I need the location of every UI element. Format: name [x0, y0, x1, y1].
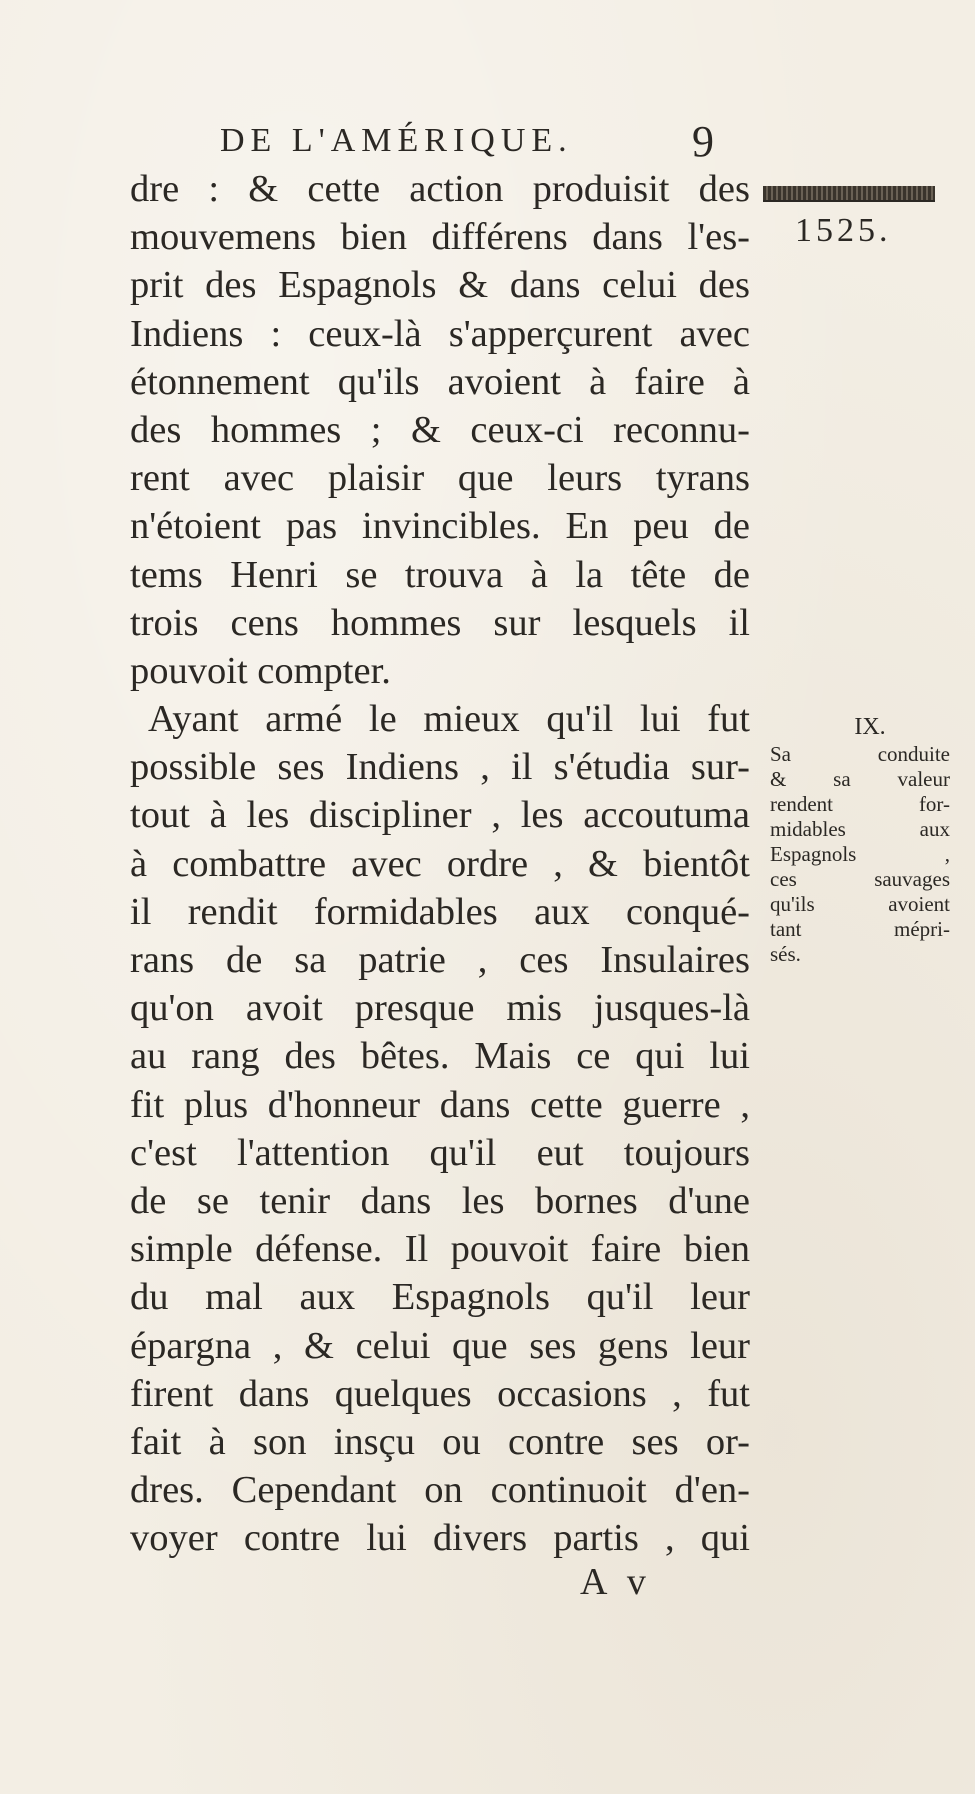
- text-line: tout à les discipliner , les accoutuma: [130, 794, 750, 837]
- text-line: à combattre avec ordre , & bientôt: [130, 842, 750, 885]
- sidenote-line: tant mépri-: [770, 917, 950, 941]
- text-line: épargna , & celui que ses gens leur: [130, 1324, 750, 1367]
- text-line: tems Henri se trouva à la tête de: [130, 553, 750, 596]
- text-line: étonnement qu'ils avoient à faire à: [130, 360, 750, 403]
- text-line: dre : & cette action produisit des: [130, 168, 750, 210]
- text-line: firent dans quelques occasions , fut: [130, 1372, 750, 1415]
- text-line: du mal aux Espagnols qu'il leur: [130, 1276, 750, 1319]
- text-line: prit des Espagnols & dans celui des: [130, 264, 750, 307]
- text-line: c'est l'attention qu'il eut toujours: [130, 1131, 750, 1174]
- sidenote-line: sés.: [770, 942, 801, 966]
- margin-sidenote: [770, 715, 950, 967]
- sidenote-line: & sa valeur: [770, 767, 950, 791]
- sidenote-number: IX.: [854, 714, 886, 740]
- text-line: rans de sa patrie , ces Insulaires: [130, 939, 750, 981]
- sidenote-line: Sa conduite: [770, 742, 950, 766]
- text-line: voyer contre lui divers partis , qui: [130, 1517, 750, 1560]
- text-line: possible ses Indiens , il s'étudia sur-: [130, 746, 750, 789]
- text-line: fait à son insçu ou contre ses or-: [130, 1420, 750, 1463]
- body-text: [130, 165, 750, 1562]
- sidenote-line: midables aux: [770, 817, 950, 841]
- text-line: rent avec plaisir que leurs tyrans: [130, 457, 750, 500]
- text-line: simple défense. Il pouvoit faire bien: [130, 1228, 750, 1271]
- margin-year: 1525.: [795, 212, 892, 249]
- margin-ornament-rule: [763, 186, 935, 202]
- text-line: des hommes ; & ceux-ci reconnu-: [130, 408, 750, 451]
- text-line: n'étoient pas invincibles. En peu de: [130, 505, 750, 548]
- text-line: mouvemens bien différens dans l'es-: [130, 216, 750, 259]
- text-line: qu'on avoit presque mis jusques-là: [130, 987, 750, 1030]
- text-line: il rendit formidables aux conqué-: [130, 890, 750, 933]
- text-line: pouvoit compter.: [130, 649, 391, 692]
- text-line: trois cens hommes sur lesquels il: [130, 601, 750, 644]
- sidenote-line: ces sauvages: [770, 867, 950, 891]
- text-line: au rang des bêtes. Mais ce qui lui: [130, 1035, 750, 1078]
- sidenote-line: rendent for-: [770, 792, 950, 816]
- text-line: fit plus d'honneur dans cette guerre ,: [130, 1083, 750, 1126]
- sidenote-line: Espagnols ,: [770, 842, 950, 866]
- text-line: de se tenir dans les bornes d'une: [130, 1179, 750, 1222]
- signature-mark: A v: [580, 1561, 652, 1603]
- running-head: DE L'AMÉRIQUE.: [220, 122, 573, 159]
- text-line: Indiens : ceux-là s'apperçurent avec: [130, 312, 750, 355]
- text-line: Ayant armé le mieux qu'il lui fut: [148, 698, 750, 741]
- page-number: 9: [692, 117, 714, 166]
- sidenote-line: qu'ils avoient: [770, 892, 950, 916]
- text-line: dres. Cependant on continuoit d'en-: [130, 1469, 750, 1512]
